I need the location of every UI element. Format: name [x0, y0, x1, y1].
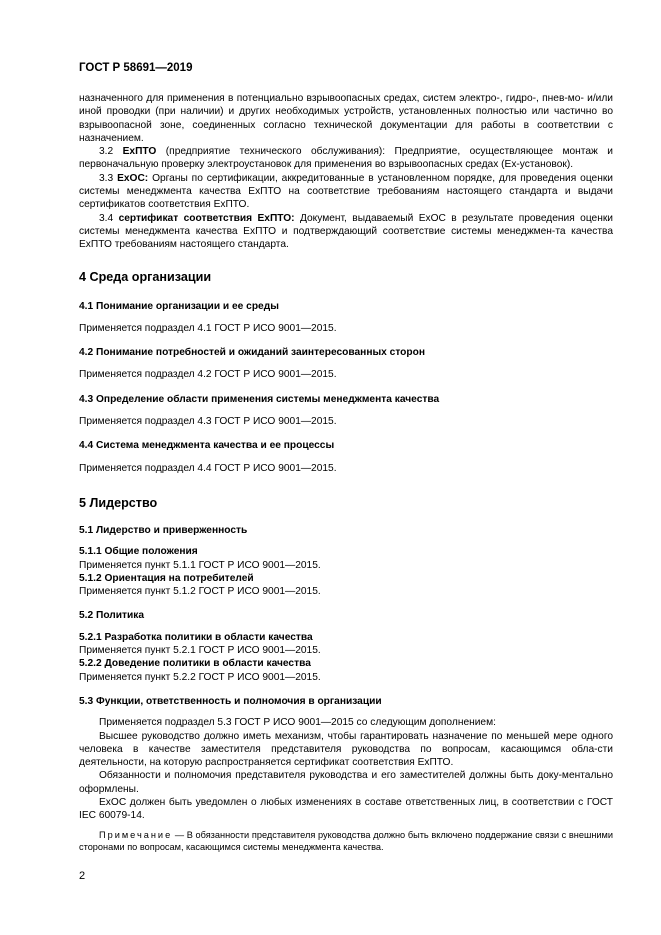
document-header: ГОСТ Р 58691—2019	[79, 62, 193, 74]
note-label: Примечание	[99, 829, 173, 840]
section-5-3-paragraph-2: Высшее руководство должно иметь механизм, чтобы гарантировать назначение по меньшей мере одного человека в качестве заместителя представителя руководства по вопросам, касающимся обла-сти деятельности, на которую распространяется сертификат соответствия ExПТО.	[79, 730, 613, 769]
section-5-2-2-title: 5.2.2 Доведение политики в области качества	[79, 658, 311, 670]
section-4-title: 4 Среда организации	[79, 269, 212, 284]
term-3-2: 3.2 ExПТО (предприятие технического обслуживания): Предприятие, осуществляющее монтаж и первоначальную проверку электроустановок для применения во взрывоопасных средах (Ex-установок).	[79, 146, 613, 171]
section-5-2-title: 5.2 Политика	[79, 610, 145, 622]
section-4-2-text: Применяется подраздел 4.2 ГОСТ Р ИСО 9001—2015.	[79, 369, 337, 381]
section-4-3-title: 4.3 Определение области применения системы менеджмента качества	[79, 393, 440, 405]
document-body	[79, 92, 613, 853]
section-5-1-2-text: Применяется пункт 5.1.2 ГОСТ Р ИСО 9001—2015.	[79, 586, 321, 598]
page-number: 2	[79, 870, 86, 882]
section-5-title: 5 Лидерство	[79, 495, 158, 510]
section-5-2-1-text: Применяется пункт 5.2.1 ГОСТ Р ИСО 9001—2015.	[79, 645, 321, 657]
term-3-4-name: сертификат соответствия ExПТО:	[118, 212, 295, 224]
section-5-3-paragraph-1: Применяется подраздел 5.3 ГОСТ Р ИСО 9001—2015 со следующим дополнением:	[99, 717, 496, 729]
note: Примечание — В обязанности представителя руководства должно быть включено поддержание связи с внешними сторонами по вопросам, касающимся системы менеджмента качества.	[79, 829, 613, 852]
section-4-4-title: 4.4 Система менеджмента качества и ее процессы	[79, 440, 335, 452]
intro-paragraph: назначенного для применения в потенциально взрывоопасных средах, систем электро-, гидро-, пнев-мо- и/или иной проводки (при наличии) и других необходимых устройств, установленных полностью или частично во взрывоопасной зоне, соединенных согласно технической документации для работы в соответствии с назначением.	[79, 93, 613, 144]
term-3-3-name: ExОС:	[117, 172, 149, 184]
section-5-1-2-title: 5.1.2 Ориентация на потребителей	[79, 572, 254, 584]
section-5-1-title: 5.1 Лидерство и приверженность	[79, 524, 248, 536]
section-5-1-1-text: Применяется пункт 5.1.1 ГОСТ Р ИСО 9001—2015.	[79, 559, 321, 571]
term-3-2-name: ExПТО	[122, 146, 157, 158]
section-5-2-1-title: 5.2.1 Разработка политики в области качества	[79, 631, 313, 643]
section-5-3-title: 5.3 Функции, ответственность и полномочия в организации	[79, 695, 382, 707]
section-4-2-title: 4.2 Понимание потребностей и ожиданий заинтересованных сторон	[79, 347, 426, 359]
term-3-4: 3.4 сертификат соответствия ExПТО: Документ, выдаваемый ExОС в результате проведения оценки системы менеджмента качества ExПТО и подтверждающий соответствие системы менеджмен-та качества ExПТО требованиям настоящего стандарта.	[79, 212, 613, 251]
section-5-3-paragraph-4: ExОС должен быть уведомлен о любых изменениях в составе ответственных лиц, в соответствии с ГОСТ IEC 60079-14.	[79, 796, 613, 822]
term-3-3: 3.3 ExОС: Органы по сертификации, аккредитованные в установленном порядке, для проведения оценки системы менеджмента качества ExПТО на соответствие требованиям настоящего стандарта и выдачи сертификатов соответствия ExПТО.	[79, 172, 613, 211]
section-4-3-text: Применяется подраздел 4.3 ГОСТ Р ИСО 9001—2015.	[79, 416, 337, 428]
section-4-1-title: 4.1 Понимание организации и ее среды	[79, 300, 279, 312]
section-5-3-paragraph-3: Обязанности и полномочия представителя руководства и его заместителей должны быть доку-ментально оформлены.	[79, 770, 613, 795]
section-5-2-2-text: Применяется пункт 5.2.2 ГОСТ Р ИСО 9001—2015.	[79, 671, 321, 683]
section-4-1-text: Применяется подраздел 4.1 ГОСТ Р ИСО 9001—2015.	[79, 322, 337, 334]
section-5-1-1-title: 5.1.1 Общие положения	[79, 546, 198, 558]
section-4-4-text: Применяется подраздел 4.4 ГОСТ Р ИСО 9001—2015.	[79, 462, 337, 474]
